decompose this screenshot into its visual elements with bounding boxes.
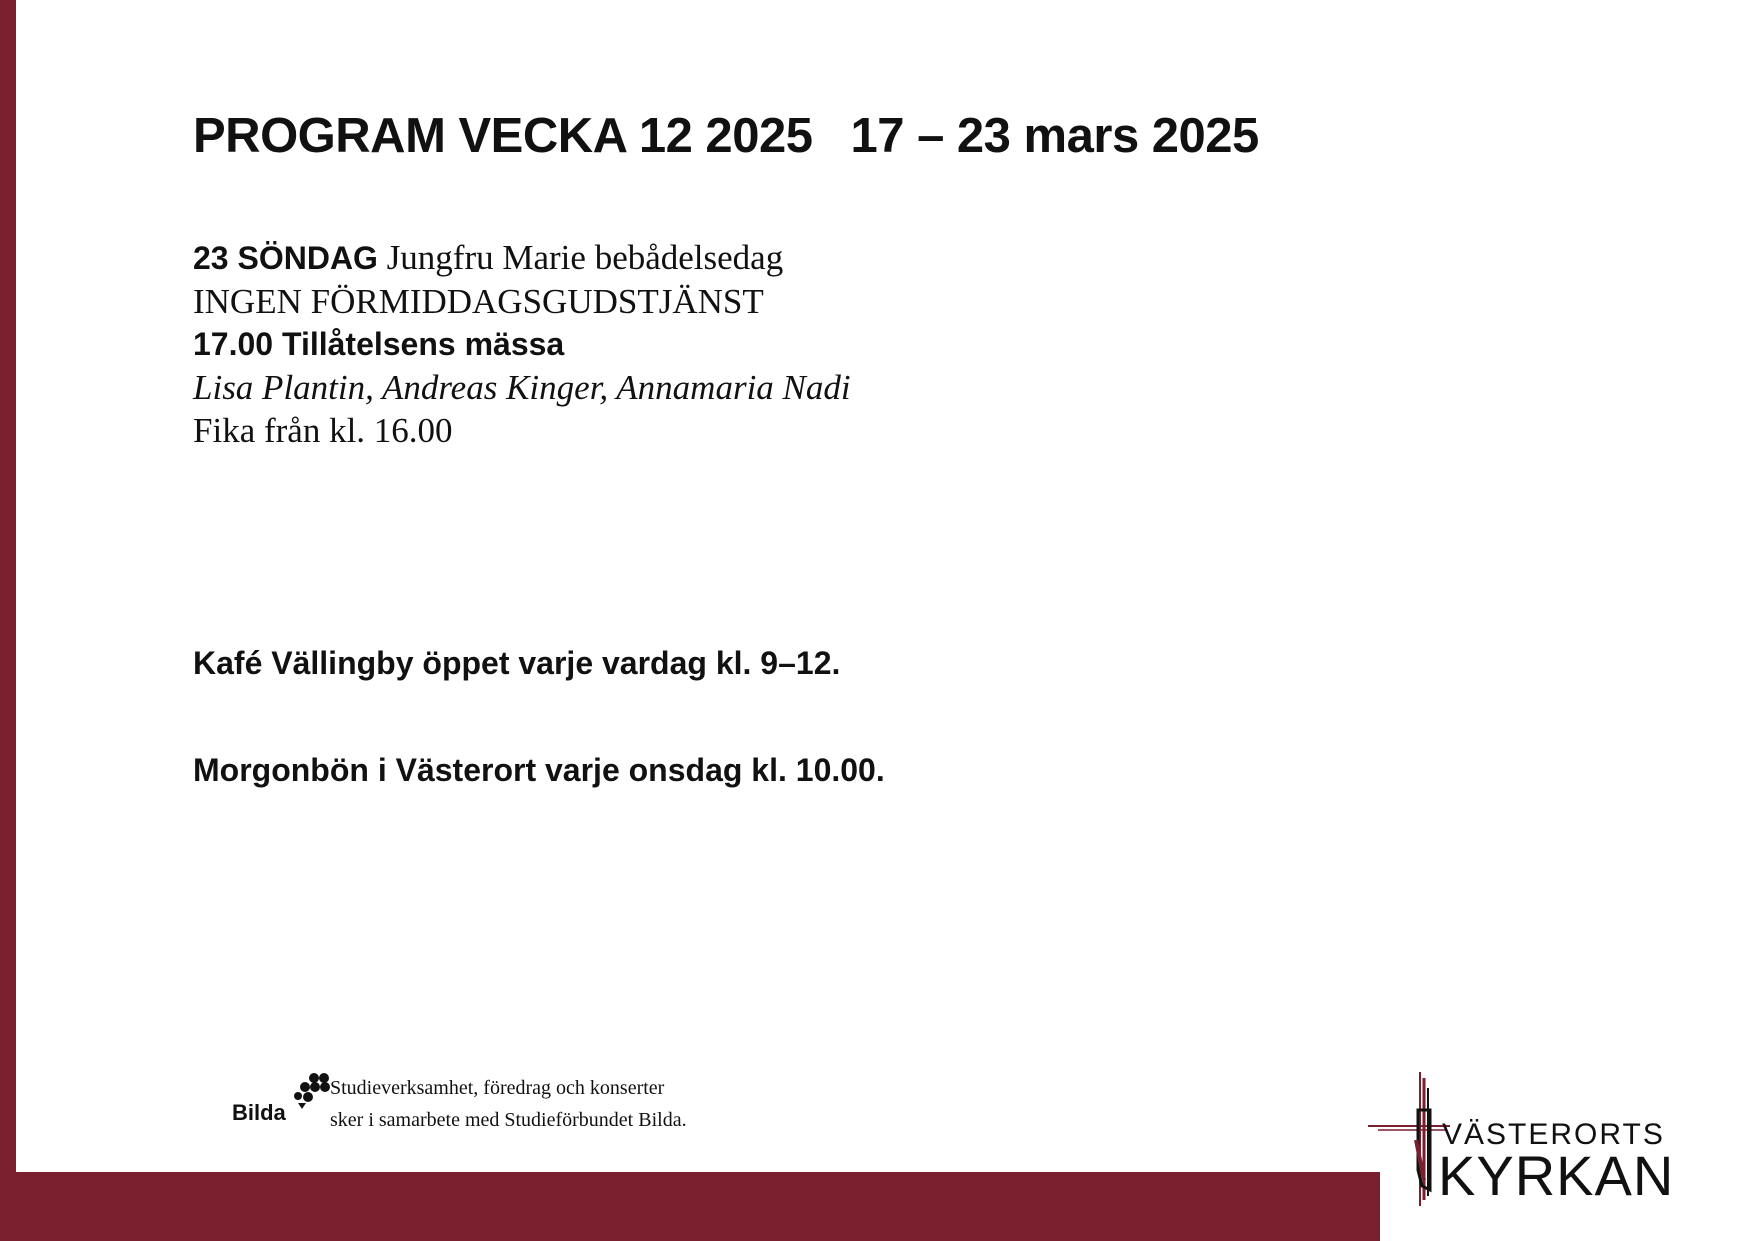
- left-accent-bar: [0, 0, 16, 1241]
- event-day-line: [193, 236, 1093, 280]
- notice-morgonbon: Morgonbön i Västerort varje onsdag kl. 10.00.: [193, 752, 885, 788]
- church-logo-line2: KYRKAN: [1438, 1144, 1675, 1207]
- bilda-info-line1: Studieverksamhet, föredrag och konserter: [330, 1077, 665, 1099]
- vasterorts-kyrkan-logo: [1360, 1070, 1690, 1210]
- church-cross-icon: [1360, 1070, 1450, 1210]
- event-participants: Lisa Plantin, Andreas Kinger, Annamaria Nadi: [193, 368, 851, 407]
- bilda-info: [330, 1072, 687, 1136]
- page-title: [193, 108, 1259, 164]
- bilda-logo: [232, 1072, 332, 1128]
- bilda-dots-icon: [292, 1072, 332, 1112]
- title-week: PROGRAM VECKA 12 2025: [193, 109, 813, 163]
- event-mass: 17.00 Tillåtelsens mässa: [193, 326, 565, 362]
- bottom-accent-bar: [0, 1172, 1380, 1241]
- church-logo-line1: VÄSTERORTS: [1442, 1118, 1665, 1151]
- event-day-name: Jungfru Marie bebådelsedag: [386, 238, 784, 277]
- bilda-logo-word: Bilda: [232, 1100, 286, 1125]
- event-no-service: INGEN FÖRMIDDAGSGUDSTJÄNST: [193, 282, 764, 321]
- sunday-event: [193, 236, 1093, 452]
- notice-kafe: Kafé Vällingby öppet varje vardag kl. 9–12.: [193, 645, 841, 681]
- title-dates: 17 – 23 mars 2025: [850, 109, 1259, 163]
- event-fika: Fika från kl. 16.00: [193, 411, 453, 450]
- event-day: 23 SÖNDAG: [193, 240, 378, 276]
- bilda-info-line2: sker i samarbete med Studieförbundet Bilda.: [330, 1109, 687, 1131]
